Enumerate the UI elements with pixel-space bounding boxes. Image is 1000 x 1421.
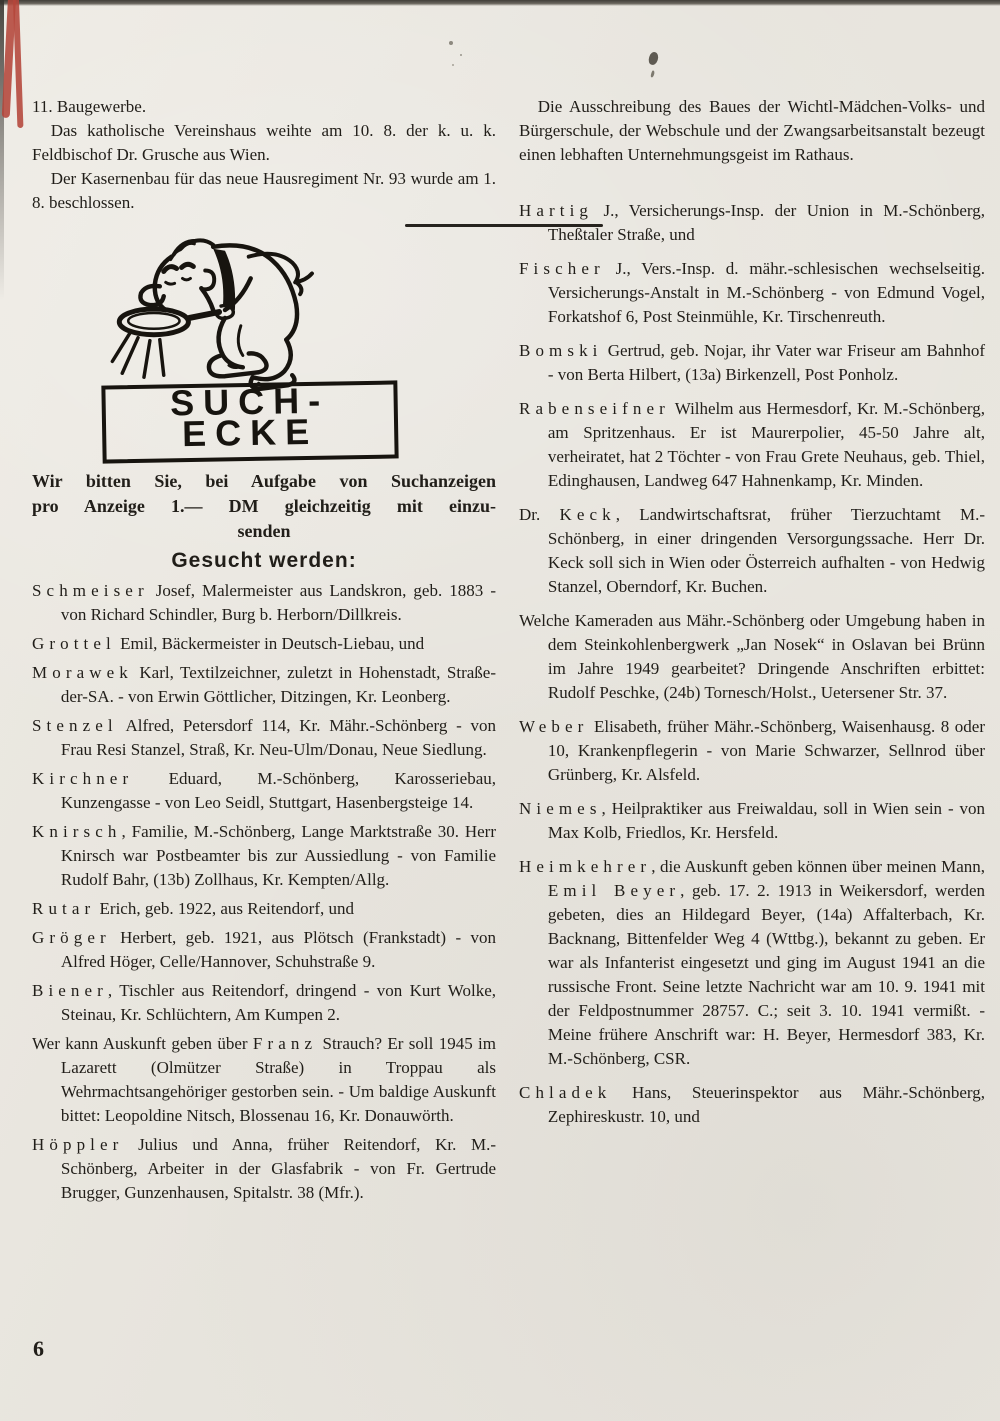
entry-name: Keck bbox=[559, 505, 616, 524]
search-ad-entry bbox=[32, 1032, 496, 1128]
entry-text: Alfred, Petersdorf 114, Kr. Mähr.-Schönberg - von Frau Resi Stanzel, Straß, Kr. Neu-Ulm/Donau, Neue Siedlung. bbox=[60, 716, 496, 759]
such-ecke-logo bbox=[101, 380, 398, 463]
scan-edge-left bbox=[0, 0, 4, 300]
left-column bbox=[32, 95, 496, 1210]
search-ad-entry bbox=[32, 632, 496, 656]
entry-name: Niemes bbox=[519, 799, 602, 818]
magnifier-man-illustration bbox=[100, 227, 352, 395]
entry-name: Knirsch bbox=[32, 822, 122, 841]
entry-name: Rutar bbox=[32, 899, 96, 918]
article-ausschreibung bbox=[519, 95, 985, 167]
entry-name: Schmeiser bbox=[32, 581, 149, 600]
entry-text: Wer kann Auskunft geben über bbox=[32, 1034, 253, 1053]
search-ad-entry bbox=[519, 397, 985, 493]
search-ad-entry bbox=[32, 661, 496, 709]
search-ad-entry bbox=[519, 339, 985, 387]
entry-text: , Tischler aus Reitendorf, dringend - von Kurt Wolke, Steinau, Kr. Schlüchtern, Am Kumpen 2. bbox=[60, 981, 496, 1024]
entry-name: Grottel bbox=[32, 634, 116, 653]
entry-text: Elisabeth, früher Mähr.-Schönberg, Waisenhausg. 8 oder 10, Krankenpflegerin - von Marie Schwarzer, Sellnrod über Grünberg, Kr. Alsfeld. bbox=[547, 717, 985, 784]
search-ad-entry bbox=[32, 714, 496, 762]
entry-text: Gertrud, geb. Nojar, ihr Vater war Friseur am Bahnhof - von Berta Hilbert, (13a) Birkenzell, Post Ponholz. bbox=[547, 341, 985, 384]
entry-text: Herbert, geb. 1921, aus Plötsch (Frankstadt) - von Alfred Höger, Celle/Hannover, Schuhstraße 9. bbox=[60, 928, 496, 971]
search-ad-entry bbox=[519, 503, 985, 599]
entry-text: Erich, geb. 1922, aus Reitendorf, und bbox=[95, 899, 354, 918]
entry-text: Welche Kameraden aus Mähr.-Schönberg oder Umgebung haben in dem Steinkohlenbergwerk „Jan Nosek“ in Oslavan bei Brünn im Jahre 1949 gearbeitet? Dringende Anschriften erbittet: Rudolf Peschke, (24b) Tornesch/Holst., Uetersener Str. 37. bbox=[519, 611, 985, 702]
entry-text: Emil, Bäckermeister in Deutsch-Liebau, und bbox=[115, 634, 425, 653]
entry-name: Weber bbox=[519, 717, 589, 736]
entry-name: Gröger bbox=[32, 928, 111, 947]
entry-name: Kirchner bbox=[32, 769, 134, 788]
entry-text: Strauch? Er soll 1945 im Lazarett (Olmützer Straße) in Troppau als Wehrmachtsangehöriger gestorben sein. - Um baldige Auskunft bittet: Leopoldine Nitsch, Blossenau 16, Kr. Donauwörth. bbox=[60, 1034, 497, 1125]
article-heading: 11. Baugewerbe. bbox=[32, 97, 147, 116]
article-paragraph: Das katholische Vereinshaus weihte am 10. 8. der k. u. k. Feldbischof Dr. Grusche aus Wien. bbox=[32, 121, 496, 164]
search-ad-entry bbox=[32, 767, 496, 815]
entry-text: , Landwirtschaftsrat, früher Tierzuchtamt M.-Schönberg, in einer dringenden Versorgungssache. Herr Dr. Keck soll sich in Wien oder Österreich aufhalten - von Hedwig Stanzel, Oberndorf, Kr. Buchen. bbox=[547, 505, 985, 596]
entry-text: , die Auskunft geben können über meinen Mann, bbox=[651, 857, 985, 876]
search-ad-entry bbox=[519, 1081, 985, 1129]
submission-notice bbox=[32, 469, 496, 544]
entry-text: Wilhelm aus Hermesdorf, Kr. M.-Schönberg, am Spritzenhaus. Er ist Maurerpolier, 45-50 Jahre alt, verheiratet, hat 2 Töchter - von Frau Grete Neuhaus, geb. Thiel, Edinghausen, Landweg 647 Hahnenkamp, Kr. Minden. bbox=[547, 399, 985, 490]
entry-text: Hans, Steuerinspektor aus Mähr.-Schönberg, Zephireskustr. 10, und bbox=[547, 1083, 985, 1126]
search-ad-entry bbox=[519, 715, 985, 787]
entry-name: Franz bbox=[252, 1034, 318, 1053]
entry-text: , Heilpraktiker aus Freiwaldau, soll in Wien sein - von Max Kolb, Friedlos, Kr. Hersfeld. bbox=[547, 799, 985, 842]
entry-name: Emil Beyer bbox=[547, 881, 681, 900]
paper-speck bbox=[449, 41, 453, 45]
red-ink-mark bbox=[13, 0, 24, 128]
entry-name: Fischer bbox=[519, 259, 605, 278]
notice-line: Wir bitten Sie, bei Aufgabe von Suchanzeigen bbox=[32, 471, 496, 491]
notice-line: pro Anzeige 1.— DM gleichzeitig mit einzu- bbox=[32, 496, 496, 516]
search-ad-entry bbox=[32, 926, 496, 974]
entry-name: Chladek bbox=[519, 1083, 612, 1102]
entry-text: , geb. 17. 2. 1913 in Weikersdorf, werden gebeten, dies an Hildegard Beyer, (14a) Affalterbach, Kr. Backnang, Bittenfelder Weg 4 (Wttbg.), bekannt zu geben. Er war als Infanterist eingesetzt und ging im August 1941 an die russische Front. Seine letzte Nachricht war am 10. 9. 1941 mit der Feldpostnummer 28757. C.; seit 3. 10. 1941 vermißt. - Meine frühere Anschrift war: H. Beyer, Hermesdorf 383, Kr. M.-Schönberg, CSR. bbox=[547, 881, 985, 1068]
entry-name: Stenzel bbox=[32, 716, 118, 735]
entry-text: Karl, Textilzeichner, zuletzt in Hohenstadt, Straße-der-SA. - von Erwin Göttlicher, Ditzingen, Kr. Leonberg. bbox=[60, 663, 496, 706]
article-paragraph: Der Kasernenbau für das neue Hausregiment Nr. 93 wurde am 1. 8. beschlossen. bbox=[32, 169, 496, 212]
search-ad-entry bbox=[32, 1133, 496, 1205]
page-number: 6 bbox=[33, 1336, 44, 1361]
entry-text: Julius und Anna, früher Reitendorf, Kr. M.-Schönberg, Arbeiter in der Glasfabrik - von Fr. Gertrude Brugger, Gunzenhausen, Spitalstr. 38 (Mfr.). bbox=[60, 1135, 496, 1202]
entry-name: Bomski bbox=[519, 341, 603, 360]
entry-name: Heimkehrer bbox=[519, 857, 652, 876]
notice-line: senden bbox=[237, 521, 291, 541]
search-ad-entry bbox=[32, 579, 496, 627]
search-ad-entry bbox=[519, 257, 985, 329]
left-entries-list bbox=[32, 579, 496, 1205]
entry-text: Josef, Malermeister aus Landskron, geb. 1883 - von Richard Schindler, Burg b. Herborn/Dillkreis. bbox=[60, 581, 496, 624]
search-ad-entry bbox=[32, 820, 496, 892]
article-baugewerbe bbox=[32, 95, 496, 215]
entry-name: Hartig bbox=[519, 201, 594, 220]
entry-text: J., Vers.-Insp. d. mähr.-schlesischen wechselseitig. Versicherungs-Anstalt in M.-Schönberg - von Edmund Vogel, Forkatshof 6, Post Steinmühle, Kr. Tirschenreuth. bbox=[547, 259, 985, 326]
such-ecke-header bbox=[32, 225, 496, 457]
entry-text: Eduard, M.-Schönberg, Karosseriebau, Kunzengasse - von Leo Seidl, Stuttgart, Hasenbergsteige 14. bbox=[60, 769, 496, 812]
entry-text: , Familie, M.-Schönberg, Lange Marktstraße 30. Herr Knirsch war Postbeamter bis zur Aussiedlung - von Familie Rudolf Bahr, (13b) Zollhaus, Kr. Kempten/Allg. bbox=[60, 822, 496, 889]
entry-name: Höppler bbox=[32, 1135, 124, 1154]
search-ad-entry bbox=[519, 609, 985, 705]
search-ad-entry bbox=[32, 897, 496, 921]
search-ad-entry bbox=[519, 855, 985, 1071]
gesucht-werden-heading: Gesucht werden: bbox=[171, 549, 357, 572]
paper-speck bbox=[647, 51, 660, 66]
entry-name: Morawek bbox=[32, 663, 133, 682]
search-ad-entry bbox=[519, 199, 985, 247]
entry-text: Dr. bbox=[519, 505, 560, 524]
article-paragraph: Die Ausschreibung des Baues der Wichtl-Mädchen-Volks- und Bürgerschule, der Webschule und der Zwangsarbeitsanstalt bezeugt einen lebhaften Unternehmungsgeist im Rathaus. bbox=[519, 97, 985, 164]
entry-name: Rabenseifner bbox=[519, 399, 670, 418]
scan-edge-top bbox=[0, 0, 1000, 6]
entry-name: Biener bbox=[32, 981, 108, 1000]
entry-text: J., Versicherungs-Insp. der Union in M.-Schönberg, Theßtaler Straße, und bbox=[547, 201, 985, 244]
search-ad-entry bbox=[519, 797, 985, 845]
right-entries-list bbox=[519, 199, 985, 1129]
search-ad-entry bbox=[32, 979, 496, 1027]
such-ecke-logo-text: SUCH-ECKE bbox=[169, 379, 330, 455]
right-column bbox=[519, 95, 985, 1139]
